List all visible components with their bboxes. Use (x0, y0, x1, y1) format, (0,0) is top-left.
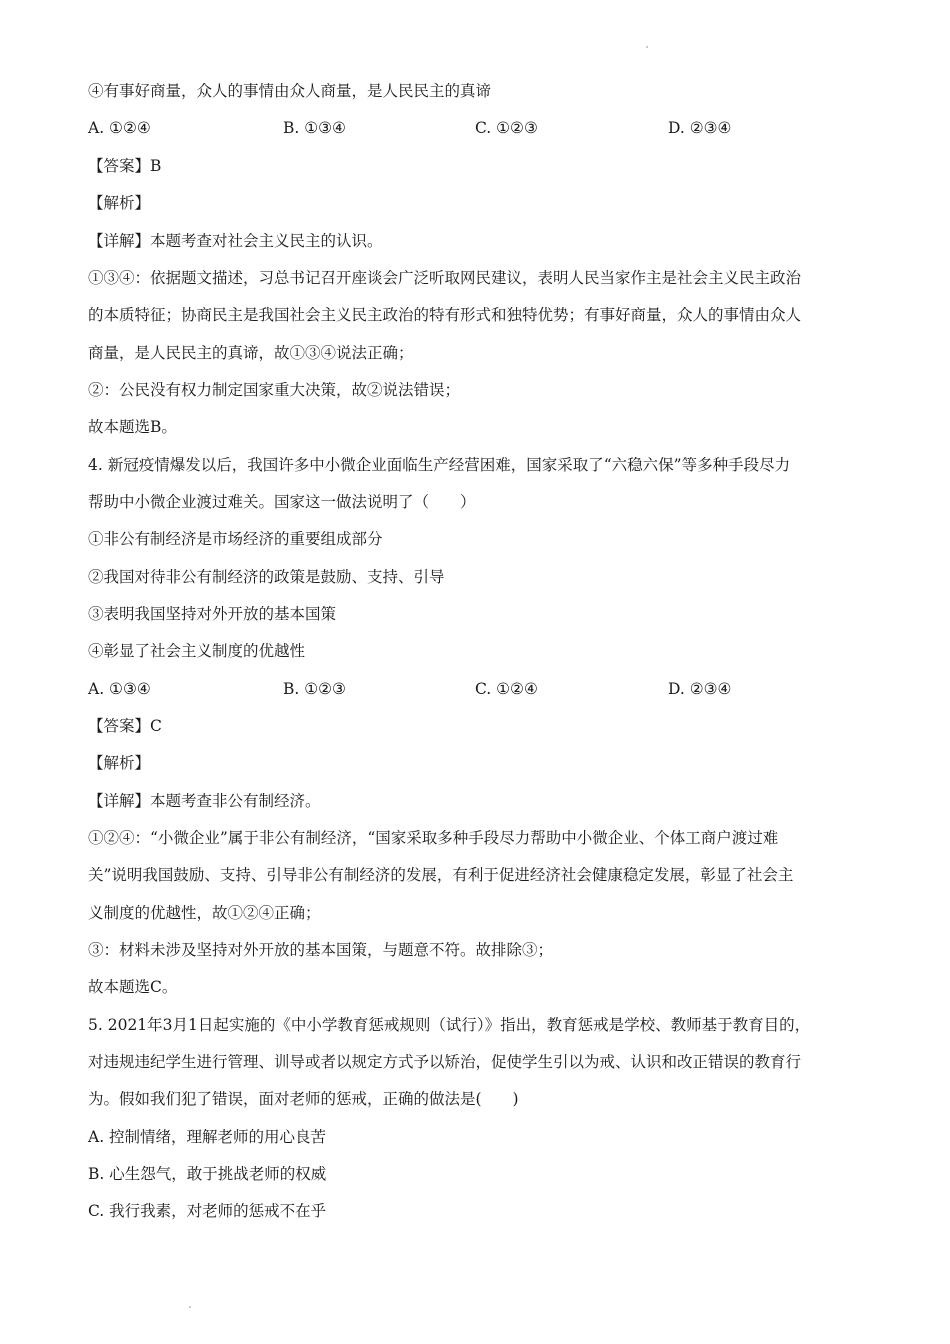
q4-explanation-line-1: ①②④：“小微企业”属于非公有制经济，“国家采取多种手段尽力帮助中小微企业、个体工商户渡过难 (88, 829, 779, 847)
q3-explanation-2: ②：公民没有权力制定国家重大决策，故②说法错误； (88, 381, 461, 399)
q4-option-b: B. ①②③ (283, 680, 346, 698)
q3-answer: 【答案】B (88, 157, 162, 175)
q4-explanation-line-2: 关”说明我国鼓励、支持、引导非公有制经济的发展，有利于促进经济社会健康稳定发展，彰显了社会主 (88, 866, 794, 884)
q4-detail: 【详解】本题考查非公有制经济。 (88, 792, 321, 810)
q3-option-a: A. ①②④ (88, 119, 151, 137)
q3-analysis-heading: 【解析】 (88, 194, 151, 212)
q5-option-a: A. 控制情绪，理解老师的用心良苦 (88, 1128, 327, 1146)
q4-explanation-2: ③：材料未涉及坚持对外开放的基本国策，与题意不符。故排除③； (88, 941, 554, 959)
q4-item-1: ①非公有制经济是市场经济的重要组成部分 (88, 530, 383, 548)
q3-explanation-line-1: ①③④：依据题文描述，习总书记召开座谈会广泛听取网民建议，表明人民当家作主是社会主义民主政治 (88, 269, 802, 287)
q3-option-d: D. ②③④ (668, 119, 732, 137)
q5-stem-line-1: 5. 2021年3月1日起实施的《中小学教育惩戒规则（试行）》指出，教育惩戒是学校、教师基于教育目的， (88, 1016, 811, 1034)
q4-item-2: ②我国对待非公有制经济的政策是鼓励、支持、引导 (88, 568, 445, 586)
q4-option-c: C. ①②④ (475, 680, 538, 698)
q4-conclusion: 故本题选C。 (88, 978, 178, 996)
q3-conclusion: 故本题选B。 (88, 418, 177, 436)
q3-item-4: ④有事好商量，众人的事情由众人商量，是人民民主的真谛 (88, 82, 492, 100)
q3-detail: 【详解】本题考查对社会主义民主的认识。 (88, 232, 383, 250)
q3-explanation-line-2: 的本质特征；协商民主是我国社会主义民主政治的特有形式和独特优势；有事好商量，众人的事情由众人 (88, 306, 802, 324)
q3-option-b: B. ①③④ (283, 119, 346, 137)
q4-answer: 【答案】C (88, 717, 162, 735)
q4-stem-line-2: 帮助中小微企业渡过难关。国家这一做法说明了（ ） (88, 493, 476, 511)
q4-item-3: ③表明我国坚持对外开放的基本国策 (88, 605, 337, 623)
q4-option-a: A. ①③④ (88, 680, 151, 698)
q5-option-c: C. 我行我素，对老师的惩戒不在乎 (88, 1202, 327, 1220)
q5-option-b: B. 心生怨气，敢于挑战老师的权威 (88, 1165, 327, 1183)
q4-stem-line-1: 4. 新冠疫情爆发以后，我国许多中小微企业面临生产经营困难，国家采取了“六稳六保”等多种手段尽力 (88, 456, 791, 474)
q3-option-c: C. ①②③ (475, 119, 538, 137)
q4-option-d: D. ②③④ (668, 680, 732, 698)
scan-speck (646, 46, 648, 48)
q4-explanation-line-3: 义制度的优越性，故①②④正确； (88, 904, 321, 922)
q4-analysis-heading: 【解析】 (88, 754, 151, 772)
q3-explanation-line-3: 商量，是人民民主的真谛，故①③④说法正确； (88, 344, 414, 362)
q5-stem-line-3: 为。假如我们犯了错误，面对老师的惩戒，正确的做法是( ) (88, 1090, 519, 1108)
scan-speck (189, 1306, 191, 1308)
q5-stem-line-2: 对违规违纪学生进行管理、训导或者以规定方式予以矫治，促使学生引以为戒、认识和改正错误的教育行 (88, 1053, 802, 1071)
q4-item-4: ④彰显了社会主义制度的优越性 (88, 642, 306, 660)
